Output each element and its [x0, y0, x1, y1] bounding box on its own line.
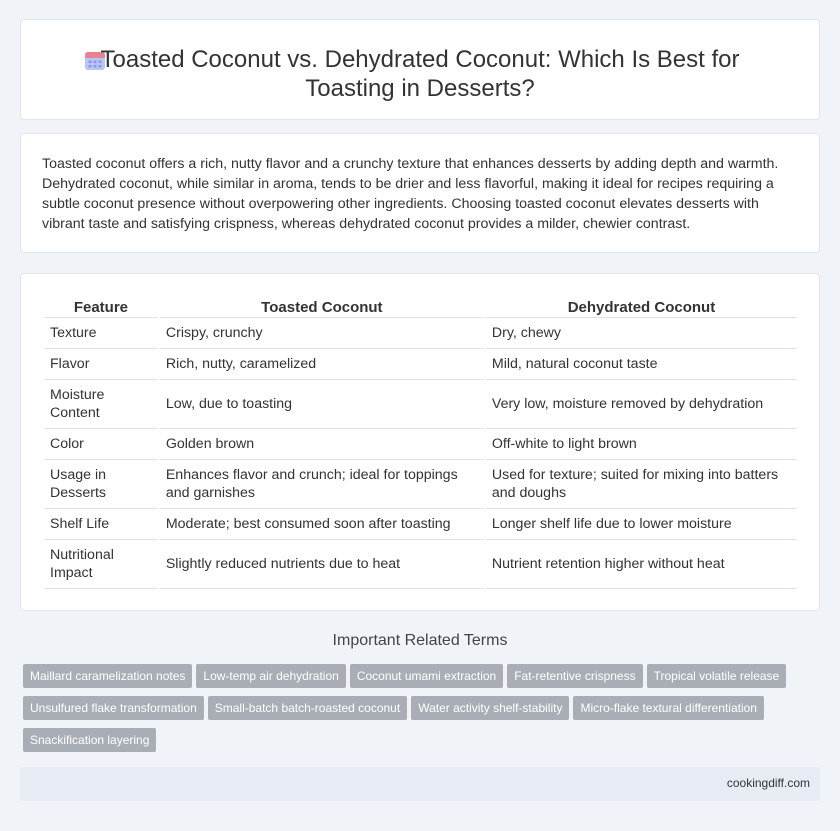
footer-bar — [20, 767, 820, 801]
header-toasted: Toasted Coconut — [160, 298, 484, 318]
cell-toasted: Golden brown — [160, 429, 484, 460]
cell-feature: Nutritional Impact — [44, 540, 158, 589]
intro-card — [20, 133, 820, 253]
related-terms-title: Important Related Terms — [332, 632, 508, 649]
header-dehydrated: Dehydrated Coconut — [486, 298, 797, 318]
comparison-table — [42, 298, 799, 589]
cell-dehydrated: Mild, natural coconut taste — [486, 349, 797, 380]
footer-site-link[interactable]: cookingdiff.com — [726, 776, 810, 790]
related-term-tag[interactable]: Maillard caramelization notes — [23, 664, 192, 688]
cell-dehydrated: Off-white to light brown — [486, 429, 797, 460]
cell-dehydrated: Nutrient retention higher without heat — [486, 540, 797, 589]
table-row — [44, 349, 797, 380]
header-feature: Feature — [44, 298, 158, 318]
cell-toasted: Low, due to toasting — [160, 380, 484, 429]
cell-dehydrated: Dry, chewy — [486, 318, 797, 349]
related-term-tag[interactable]: Tropical volatile release — [647, 664, 787, 688]
cell-toasted: Crispy, crunchy — [160, 318, 484, 349]
page-title: Toasted Coconut vs. Dehydrated Coconut: Which Is Best for Toasting in Desserts? — [100, 46, 740, 102]
comparison-card — [20, 273, 820, 611]
related-term-tag[interactable]: Unsulfured flake transformation — [23, 696, 204, 720]
cell-feature: Moisture Content — [44, 380, 158, 429]
related-terms-list — [23, 664, 813, 760]
cell-feature: Usage in Desserts — [44, 460, 158, 509]
table-header-row — [44, 298, 797, 318]
related-term-tag[interactable]: Small-batch batch-roasted coconut — [208, 696, 407, 720]
title-card — [20, 19, 820, 120]
table-row — [44, 509, 797, 540]
table-row — [44, 460, 797, 509]
table-row — [44, 540, 797, 589]
related-term-tag[interactable]: Fat-retentive crispness — [507, 664, 642, 688]
cell-feature: Flavor — [44, 349, 158, 380]
cell-dehydrated: Used for texture; suited for mixing into batters and doughs — [486, 460, 797, 509]
related-term-tag[interactable]: Water activity shelf-stability — [411, 696, 569, 720]
table-row — [44, 380, 797, 429]
table-row — [44, 318, 797, 349]
related-term-tag[interactable]: Coconut umami extraction — [350, 664, 503, 688]
cell-dehydrated: Longer shelf life due to lower moisture — [486, 509, 797, 540]
cell-toasted: Slightly reduced nutrients due to heat — [160, 540, 484, 589]
cell-feature: Color — [44, 429, 158, 460]
cell-toasted: Rich, nutty, caramelized — [160, 349, 484, 380]
cell-toasted: Enhances flavor and crunch; ideal for toppings and garnishes — [160, 460, 484, 509]
related-term-tag[interactable]: Micro-flake textural differentiation — [573, 696, 764, 720]
cell-toasted: Moderate; best consumed soon after toasting — [160, 509, 484, 540]
related-term-tag[interactable]: Snackification layering — [23, 728, 156, 752]
table-row — [44, 429, 797, 460]
intro-paragraph: Toasted coconut offers a rich, nutty flavor and a crunchy texture that enhances desserts by adding depth and warmth. Dehydrated coconut, while similar in aroma, tends to be drier and less flavorful, making it ideal for recipes requiring a subtle coconut presence without overpowering other ingredients. Choosing toasted coconut elevates desserts with vibrant taste and satisfying crispness, whereas dehydrated coconut provides a milder, chewier contrast. — [42, 156, 779, 232]
cell-feature: Texture — [44, 318, 158, 349]
cell-dehydrated: Very low, moisture removed by dehydration — [486, 380, 797, 429]
related-term-tag[interactable]: Low-temp air dehydration — [196, 664, 345, 688]
cell-feature: Shelf Life — [44, 509, 158, 540]
